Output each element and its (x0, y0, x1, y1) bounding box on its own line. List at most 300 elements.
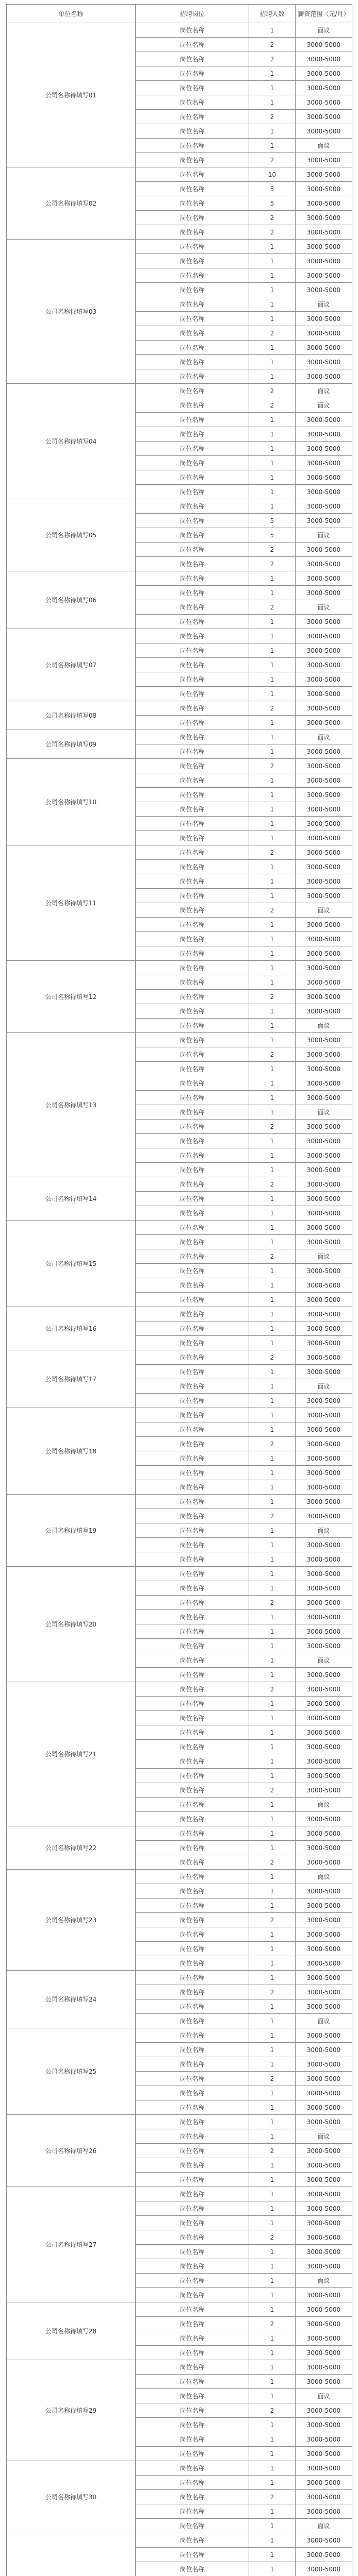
position-cell: 岗位名称 (136, 2245, 249, 2259)
count-cell: 1 (249, 2216, 296, 2230)
salary-cell: 面议 (296, 600, 352, 615)
salary-cell: 3000-5000 (296, 643, 352, 658)
position-cell: 岗位名称 (136, 514, 249, 528)
table-row (7, 2461, 352, 2476)
count-cell: 1 (249, 860, 296, 874)
count-cell: 2 (249, 1350, 296, 1365)
salary-cell: 3000-5000 (296, 240, 352, 254)
count-cell: 1 (249, 874, 296, 889)
count-cell: 1 (249, 1293, 296, 1307)
company-cell: 公司名称待填写03 (7, 240, 136, 384)
recruitment-table (6, 4, 352, 2576)
count-cell: 1 (249, 788, 296, 802)
position-cell: 岗位名称 (136, 456, 249, 470)
position-cell: 岗位名称 (136, 1422, 249, 1437)
salary-cell: 3000-5000 (296, 1408, 352, 1422)
position-cell: 岗位名称 (136, 312, 249, 326)
salary-cell: 3000-5000 (296, 2302, 352, 2317)
salary-cell: 3000-5000 (296, 586, 352, 600)
salary-cell: 3000-5000 (296, 2504, 352, 2519)
header-position: 招聘岗位 (136, 5, 249, 23)
company-cell: 公司名称待填写22 (7, 1826, 136, 1870)
salary-cell: 3000-5000 (296, 2418, 352, 2432)
position-cell: 岗位名称 (136, 1999, 249, 2014)
count-cell: 1 (249, 413, 296, 427)
position-cell: 岗位名称 (136, 2504, 249, 2519)
salary-cell: 3000-5000 (296, 2230, 352, 2245)
salary-cell: 3000-5000 (296, 1711, 352, 1725)
position-cell: 岗位名称 (136, 81, 249, 95)
count-cell: 1 (249, 1610, 296, 1624)
count-cell: 1 (249, 2288, 296, 2302)
count-cell: 1 (249, 1567, 296, 1581)
salary-cell: 3000-5000 (296, 2187, 352, 2201)
position-cell: 岗位名称 (136, 1249, 249, 1264)
salary-cell: 3000-5000 (296, 629, 352, 643)
count-cell: 1 (249, 2129, 296, 2144)
salary-cell: 3000-5000 (296, 1336, 352, 1350)
count-cell: 1 (249, 586, 296, 600)
position-cell: 岗位名称 (136, 990, 249, 1004)
position-cell: 岗位名称 (136, 124, 249, 139)
company-cell: 公司名称待填写16 (7, 1307, 136, 1350)
salary-cell: 3000-5000 (296, 456, 352, 470)
position-cell: 岗位名称 (136, 1523, 249, 1538)
salary-cell: 3000-5000 (296, 2173, 352, 2187)
position-cell: 岗位名称 (136, 586, 249, 600)
count-cell: 1 (249, 716, 296, 730)
position-cell: 岗位名称 (136, 1480, 249, 1495)
count-cell: 1 (249, 95, 296, 110)
salary-cell: 3000-5000 (296, 2476, 352, 2490)
salary-cell: 3000-5000 (296, 975, 352, 990)
recruitment-table-sheet (6, 4, 352, 2576)
count-cell: 2 (249, 600, 296, 615)
salary-cell: 3000-5000 (296, 2403, 352, 2418)
salary-cell: 面议 (296, 1019, 352, 1033)
count-cell: 1 (249, 23, 296, 38)
salary-cell: 3000-5000 (296, 557, 352, 571)
count-cell: 1 (249, 1422, 296, 1437)
position-cell: 岗位名称 (136, 1033, 249, 1047)
position-cell: 岗位名称 (136, 1321, 249, 1336)
count-cell: 1 (249, 831, 296, 845)
position-cell: 岗位名称 (136, 1221, 249, 1235)
table-row (7, 701, 352, 716)
salary-cell: 面议 (296, 1870, 352, 1884)
salary-cell: 3000-5000 (296, 1278, 352, 1293)
salary-cell: 3000-5000 (296, 110, 352, 124)
salary-cell: 3000-5000 (296, 2533, 352, 2548)
salary-cell: 3000-5000 (296, 2562, 352, 2576)
position-cell: 岗位名称 (136, 1105, 249, 1120)
count-cell: 2 (249, 1855, 296, 1870)
count-cell: 1 (249, 1523, 296, 1538)
position-cell: 岗位名称 (136, 2317, 249, 2331)
salary-cell: 3000-5000 (296, 1899, 352, 1913)
position-cell: 岗位名称 (136, 744, 249, 759)
position-cell: 岗位名称 (136, 773, 249, 788)
table-row (7, 845, 352, 860)
position-cell: 岗位名称 (136, 1264, 249, 1278)
count-cell: 2 (249, 1913, 296, 1927)
salary-cell: 3000-5000 (296, 326, 352, 341)
company-cell: 公司名称待填写12 (7, 961, 136, 1033)
position-cell: 岗位名称 (136, 66, 249, 81)
salary-cell: 3000-5000 (296, 1740, 352, 1754)
count-cell: 1 (249, 297, 296, 312)
count-cell: 1 (249, 1379, 296, 1394)
count-cell: 1 (249, 1942, 296, 1956)
count-cell: 1 (249, 1062, 296, 1076)
position-cell: 岗位名称 (136, 1134, 249, 1148)
salary-cell: 3000-5000 (296, 1783, 352, 1798)
salary-cell: 3000-5000 (296, 1293, 352, 1307)
salary-cell: 3000-5000 (296, 2057, 352, 2072)
position-cell: 岗位名称 (136, 1841, 249, 1855)
count-cell: 1 (249, 2043, 296, 2057)
salary-cell: 3000-5000 (296, 355, 352, 369)
position-cell: 岗位名称 (136, 860, 249, 874)
count-cell: 1 (249, 961, 296, 975)
salary-cell: 面议 (296, 2014, 352, 2028)
salary-cell: 3000-5000 (296, 1610, 352, 1624)
count-cell: 2 (249, 1120, 296, 1134)
table-row (7, 2302, 352, 2317)
count-cell: 2 (249, 1985, 296, 1999)
salary-cell: 3000-5000 (296, 716, 352, 730)
count-cell: 1 (249, 571, 296, 586)
position-cell: 岗位名称 (136, 1581, 249, 1596)
salary-cell: 3000-5000 (296, 1538, 352, 1552)
table-row (7, 2187, 352, 2201)
salary-cell: 3000-5000 (296, 153, 352, 167)
company-cell: 公司名称待填写05 (7, 499, 136, 571)
salary-cell: 3000-5000 (296, 1971, 352, 1985)
count-cell: 2 (249, 384, 296, 398)
company-cell: 公司名称待填写09 (7, 730, 136, 759)
count-cell: 1 (249, 2274, 296, 2288)
position-cell: 岗位名称 (136, 672, 249, 687)
count-cell: 1 (249, 1148, 296, 1163)
table-row (7, 1177, 352, 1192)
salary-cell: 3000-5000 (296, 1350, 352, 1365)
count-cell: 1 (249, 730, 296, 744)
count-cell: 1 (249, 672, 296, 687)
position-cell: 岗位名称 (136, 1769, 249, 1783)
count-cell: 2 (249, 153, 296, 167)
position-cell: 岗位名称 (136, 932, 249, 946)
position-cell: 岗位名称 (136, 1004, 249, 1019)
count-cell: 1 (249, 81, 296, 95)
position-cell: 岗位名称 (136, 1798, 249, 1812)
count-cell: 5 (249, 196, 296, 211)
count-cell: 1 (249, 66, 296, 81)
salary-cell: 3000-5000 (296, 95, 352, 110)
salary-cell: 3000-5000 (296, 1884, 352, 1899)
position-cell: 岗位名称 (136, 701, 249, 716)
count-cell: 2 (249, 1047, 296, 1062)
count-cell: 1 (249, 499, 296, 514)
position-cell: 岗位名称 (136, 2014, 249, 2028)
salary-cell: 3000-5000 (296, 946, 352, 961)
salary-cell: 3000-5000 (296, 2144, 352, 2158)
salary-cell: 3000-5000 (296, 1264, 352, 1278)
salary-cell: 面议 (296, 398, 352, 413)
position-cell: 岗位名称 (136, 1538, 249, 1552)
position-cell: 岗位名称 (136, 2548, 249, 2562)
count-cell: 2 (249, 990, 296, 1004)
position-cell: 岗位名称 (136, 1899, 249, 1913)
count-cell: 2 (249, 1177, 296, 1192)
position-cell: 岗位名称 (136, 1610, 249, 1624)
position-cell: 岗位名称 (136, 2302, 249, 2317)
salary-cell: 3000-5000 (296, 615, 352, 629)
count-cell: 1 (249, 2100, 296, 2115)
position-cell: 岗位名称 (136, 1956, 249, 1971)
company-cell: 公司名称待填写20 (7, 1567, 136, 1682)
salary-cell: 面议 (296, 384, 352, 398)
salary-cell: 3000-5000 (296, 499, 352, 514)
salary-cell: 3000-5000 (296, 2201, 352, 2216)
position-cell: 岗位名称 (136, 1740, 249, 1754)
position-cell: 岗位名称 (136, 1913, 249, 1927)
position-cell: 岗位名称 (136, 2072, 249, 2086)
table-row (7, 629, 352, 643)
position-cell: 岗位名称 (136, 254, 249, 268)
salary-cell: 3000-5000 (296, 788, 352, 802)
table-row (7, 1033, 352, 1047)
header-salary: 薪资范围（元/月） (296, 5, 352, 23)
count-cell: 1 (249, 456, 296, 470)
salary-cell: 3000-5000 (296, 1206, 352, 1221)
position-cell: 岗位名称 (136, 1711, 249, 1725)
count-cell: 2 (249, 225, 296, 240)
table-row (7, 1495, 352, 1509)
position-cell: 岗位名称 (136, 845, 249, 860)
count-cell: 1 (249, 1740, 296, 1754)
salary-cell: 3000-5000 (296, 1091, 352, 1105)
count-cell: 10 (249, 167, 296, 182)
table-row (7, 23, 352, 38)
salary-cell: 3000-5000 (296, 1163, 352, 1177)
position-cell: 岗位名称 (136, 1985, 249, 1999)
position-cell: 岗位名称 (136, 110, 249, 124)
count-cell: 1 (249, 1725, 296, 1740)
salary-cell: 3000-5000 (296, 254, 352, 268)
count-cell: 1 (249, 2086, 296, 2100)
salary-cell: 3000-5000 (296, 817, 352, 831)
position-cell: 岗位名称 (136, 643, 249, 658)
position-cell: 岗位名称 (136, 1927, 249, 1942)
position-cell: 岗位名称 (136, 297, 249, 312)
salary-cell: 3000-5000 (296, 1394, 352, 1408)
salary-cell: 3000-5000 (296, 1422, 352, 1437)
salary-cell: 3000-5000 (296, 932, 352, 946)
count-cell: 1 (249, 1278, 296, 1293)
position-cell: 岗位名称 (136, 658, 249, 672)
position-cell: 岗位名称 (136, 182, 249, 196)
count-cell: 1 (249, 2057, 296, 2072)
salary-cell: 3000-5000 (296, 1942, 352, 1956)
company-cell: 公司名称待填写27 (7, 2187, 136, 2302)
count-cell: 1 (249, 687, 296, 701)
position-cell: 岗位名称 (136, 1668, 249, 1682)
count-cell: 1 (249, 2447, 296, 2461)
table-row (7, 1408, 352, 1422)
salary-cell: 3000-5000 (296, 802, 352, 817)
salary-cell: 3000-5000 (296, 831, 352, 845)
position-cell: 岗位名称 (136, 1379, 249, 1394)
company-cell: 公司名称待填写02 (7, 167, 136, 240)
position-cell: 岗位名称 (136, 413, 249, 427)
position-cell: 岗位名称 (136, 2375, 249, 2389)
position-cell: 岗位名称 (136, 2461, 249, 2476)
position-cell: 岗位名称 (136, 1971, 249, 1985)
count-cell: 1 (249, 1307, 296, 1321)
count-cell: 1 (249, 1798, 296, 1812)
count-cell: 1 (249, 975, 296, 990)
salary-cell: 3000-5000 (296, 369, 352, 384)
position-cell: 岗位名称 (136, 442, 249, 456)
count-cell: 2 (249, 701, 296, 716)
salary-cell: 3000-5000 (296, 961, 352, 975)
position-cell: 岗位名称 (136, 1624, 249, 1639)
company-cell: 公司名称待填写08 (7, 701, 136, 730)
count-cell: 1 (249, 1538, 296, 1552)
count-cell: 1 (249, 1466, 296, 1480)
position-cell: 岗位名称 (136, 1466, 249, 1480)
position-cell: 岗位名称 (136, 2028, 249, 2043)
company-cell: 公司名称待填写13 (7, 1033, 136, 1177)
position-cell: 岗位名称 (136, 1754, 249, 1769)
salary-cell: 3000-5000 (296, 773, 352, 788)
salary-cell: 3000-5000 (296, 1812, 352, 1826)
salary-cell: 3000-5000 (296, 1047, 352, 1062)
position-cell: 岗位名称 (136, 153, 249, 167)
company-cell: 公司名称待填写11 (7, 845, 136, 961)
salary-cell: 3000-5000 (296, 543, 352, 557)
position-cell: 岗位名称 (136, 629, 249, 643)
count-cell: 2 (249, 1249, 296, 1264)
table-row (7, 1350, 352, 1365)
position-cell: 岗位名称 (136, 2288, 249, 2302)
company-cell: 公司名称待填写07 (7, 629, 136, 701)
salary-cell: 3000-5000 (296, 2461, 352, 2476)
count-cell: 1 (249, 1076, 296, 1091)
count-cell: 1 (249, 1870, 296, 1884)
count-cell: 1 (249, 1264, 296, 1278)
position-cell: 岗位名称 (136, 2519, 249, 2533)
salary-cell: 3000-5000 (296, 1466, 352, 1480)
position-cell: 岗位名称 (136, 2115, 249, 2129)
salary-cell: 面议 (296, 1249, 352, 1264)
salary-cell: 面议 (296, 23, 352, 38)
position-cell: 岗位名称 (136, 1394, 249, 1408)
count-cell: 1 (249, 2331, 296, 2346)
position-cell: 岗位名称 (136, 2100, 249, 2115)
salary-cell: 面议 (296, 1379, 352, 1394)
company-cell: 公司名称待填写15 (7, 1221, 136, 1307)
position-cell: 岗位名称 (136, 2216, 249, 2230)
position-cell: 岗位名称 (136, 557, 249, 571)
count-cell: 2 (249, 1783, 296, 1798)
position-cell: 岗位名称 (136, 470, 249, 485)
salary-cell: 3000-5000 (296, 1192, 352, 1206)
count-cell: 2 (249, 2144, 296, 2158)
position-cell: 岗位名称 (136, 528, 249, 543)
salary-cell: 3000-5000 (296, 1956, 352, 1971)
count-cell: 2 (249, 903, 296, 918)
salary-cell: 3000-5000 (296, 2490, 352, 2504)
salary-cell: 3000-5000 (296, 2028, 352, 2043)
position-cell: 岗位名称 (136, 2403, 249, 2418)
salary-cell: 3000-5000 (296, 1004, 352, 1019)
count-cell: 1 (249, 1639, 296, 1653)
position-cell: 岗位名称 (136, 1062, 249, 1076)
salary-cell: 面议 (296, 139, 352, 153)
position-cell: 岗位名称 (136, 1019, 249, 1033)
salary-cell: 3000-5000 (296, 1567, 352, 1581)
count-cell: 1 (249, 1711, 296, 1725)
position-cell: 岗位名称 (136, 1148, 249, 1163)
position-cell: 岗位名称 (136, 1942, 249, 1956)
position-cell: 岗位名称 (136, 2043, 249, 2057)
position-cell: 岗位名称 (136, 1495, 249, 1509)
salary-cell: 3000-5000 (296, 1552, 352, 1567)
count-cell: 1 (249, 427, 296, 442)
count-cell: 1 (249, 615, 296, 629)
position-cell: 岗位名称 (136, 2476, 249, 2490)
salary-cell: 3000-5000 (296, 1177, 352, 1192)
count-cell: 1 (249, 2562, 296, 2576)
count-cell: 1 (249, 2158, 296, 2173)
position-cell: 岗位名称 (136, 211, 249, 225)
count-cell: 1 (249, 1826, 296, 1841)
count-cell: 1 (249, 2533, 296, 2548)
company-cell: 公司名称待填写18 (7, 1408, 136, 1495)
position-cell: 岗位名称 (136, 730, 249, 744)
count-cell: 1 (249, 1235, 296, 1249)
salary-cell: 3000-5000 (296, 1495, 352, 1509)
company-cell: 公司名称待填写10 (7, 759, 136, 845)
salary-cell: 3000-5000 (296, 1596, 352, 1610)
count-cell: 1 (249, 629, 296, 643)
salary-cell: 3000-5000 (296, 1754, 352, 1769)
salary-cell: 3000-5000 (296, 571, 352, 586)
salary-cell: 3000-5000 (296, 182, 352, 196)
count-cell: 1 (249, 283, 296, 297)
count-cell: 1 (249, 124, 296, 139)
salary-cell: 3000-5000 (296, 2346, 352, 2360)
salary-cell: 3000-5000 (296, 990, 352, 1004)
salary-cell: 面议 (296, 528, 352, 543)
count-cell: 1 (249, 2519, 296, 2533)
position-cell: 岗位名称 (136, 1047, 249, 1062)
salary-cell: 面议 (296, 2519, 352, 2533)
position-cell: 岗位名称 (136, 499, 249, 514)
count-cell: 1 (249, 946, 296, 961)
position-cell: 岗位名称 (136, 2201, 249, 2216)
count-cell: 1 (249, 312, 296, 326)
salary-cell: 3000-5000 (296, 860, 352, 874)
count-cell: 1 (249, 918, 296, 932)
position-cell: 岗位名称 (136, 716, 249, 730)
position-cell: 岗位名称 (136, 687, 249, 701)
position-cell: 岗位名称 (136, 788, 249, 802)
count-cell: 1 (249, 442, 296, 456)
count-cell: 1 (249, 2346, 296, 2360)
